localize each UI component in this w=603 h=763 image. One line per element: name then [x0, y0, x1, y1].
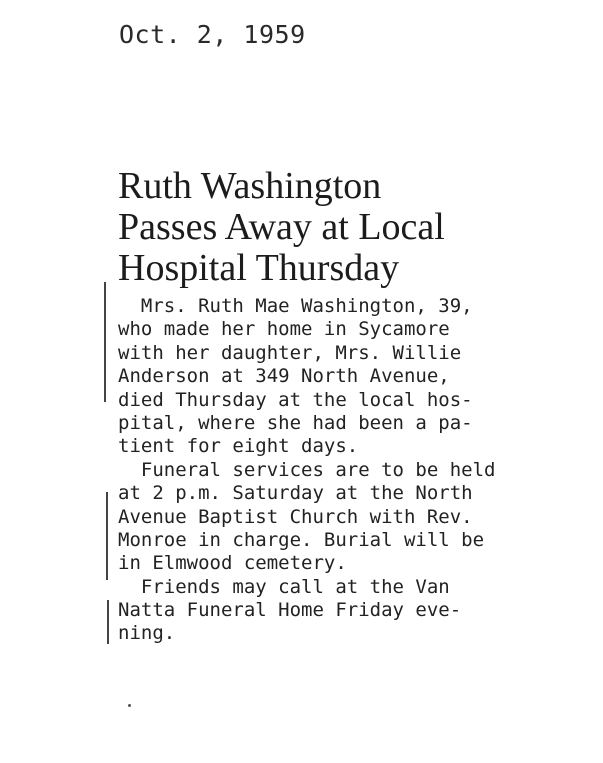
- article-line: in Elmwood cemetery.: [118, 552, 347, 575]
- article-line: Monroe in charge. Burial will be: [118, 528, 485, 551]
- print-speck: [128, 704, 131, 707]
- article-line: ning.: [118, 622, 176, 645]
- article-line: who made her home in Sycamore: [118, 318, 450, 341]
- article-line: Natta Funeral Home Friday eve-: [118, 599, 462, 622]
- article-line: with her daughter, Mrs. Willie: [118, 341, 462, 364]
- article-line: Avenue Baptist Church with Rev.: [118, 505, 473, 528]
- headline-line: Passes Away at Local: [118, 206, 445, 248]
- article-line: pital, where she had been a pa-: [118, 411, 473, 434]
- headline-line: Ruth Washington: [118, 165, 382, 207]
- article-line: at 2 p.m. Saturday at the North: [118, 482, 473, 505]
- margin-rule: [106, 492, 108, 580]
- margin-rule: [104, 282, 106, 402]
- article-line: Friends may call at the Van: [118, 575, 450, 598]
- date-stamp: Oct. 2, 1959: [119, 20, 306, 49]
- article-line: Funeral services are to be held: [118, 458, 496, 481]
- article-line: Mrs. Ruth Mae Washington, 39,: [118, 295, 473, 317]
- headline-line: Hospital Thursday: [118, 247, 400, 289]
- margin-rule: [107, 600, 109, 644]
- article-line: Anderson at 349 North Avenue,: [118, 365, 450, 388]
- article-line: tient for eight days.: [118, 435, 359, 458]
- article-line: died Thursday at the local hos-: [118, 388, 473, 411]
- headline: [118, 166, 588, 289]
- article-body: [118, 295, 530, 646]
